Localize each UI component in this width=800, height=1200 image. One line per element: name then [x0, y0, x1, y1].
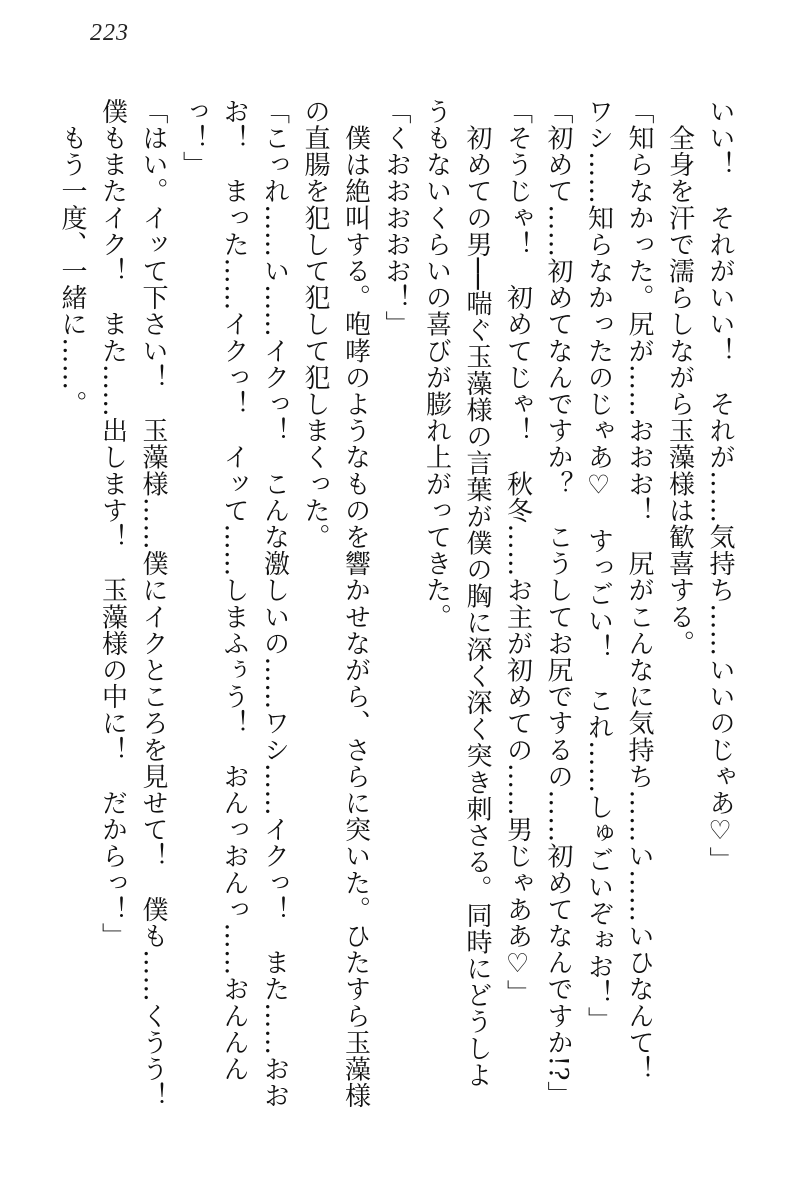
text-line: っ！」: [178, 98, 209, 178]
text-line: ワシ……知らなかったのじゃあ♡ すっごい！ これ……しゅごいぞぉお！」: [583, 98, 614, 1033]
vertical-text-body: [57, 98, 740, 1168]
text-line: 「こっれ……い……イクっ！ こんな激しいの……ワシ……イクっ！ また……おお: [259, 98, 290, 1109]
text-line: うもないくらいの喜びが膨れ上がってきた。: [421, 98, 452, 630]
text-line: の直腸を犯して犯して犯しまくった。: [300, 98, 330, 551]
text-line: 「初めて……初めてなんですか？ こうしてお尻でするの……初めてなんですか!?」: [543, 98, 573, 1108]
text-line: 僕は絶叫する。咆哮のようなものを響かせながら、さらに突いた。ひたすら玉藻様: [340, 98, 371, 1109]
text-line: いい！ それがいい！ それが……気持ち……いいのじゃあ♡」: [705, 98, 735, 874]
text-line: もう一度、一緒に……。: [57, 98, 87, 418]
text-line: 僕もまたイク！ また……出します！ 玉藻様の中に！ だからっ！」: [97, 98, 128, 950]
text-line: お！ まった……イクっ！ イッて……しまふぅう！ おんっおんっ……おんんん: [219, 98, 249, 1083]
text-line: 「はい。イッて下さい！ 玉藻様……僕にイクところを見せて！ 僕も……くうう！: [138, 98, 168, 1109]
page-number: 223: [90, 20, 129, 46]
text-line: 「知らなかった。尻が……おおお！ 尻がこんなに気持ち……い……いひなんて！: [624, 98, 654, 1083]
text-line: 「くおおおおお！」: [381, 98, 411, 338]
text-line: 初めての男──喘ぐ玉藻様の言葉が僕の胸に深く深く突き刺さる。同時にどうしよ: [462, 98, 492, 1089]
text-line: 「そうじゃ！ 初めてじゃ！ 秋冬……お主が初めての……男じゃああ♡」: [502, 98, 533, 1007]
text-line: 全身を汗で濡らしながら玉藻様は歓喜する。: [664, 98, 695, 657]
